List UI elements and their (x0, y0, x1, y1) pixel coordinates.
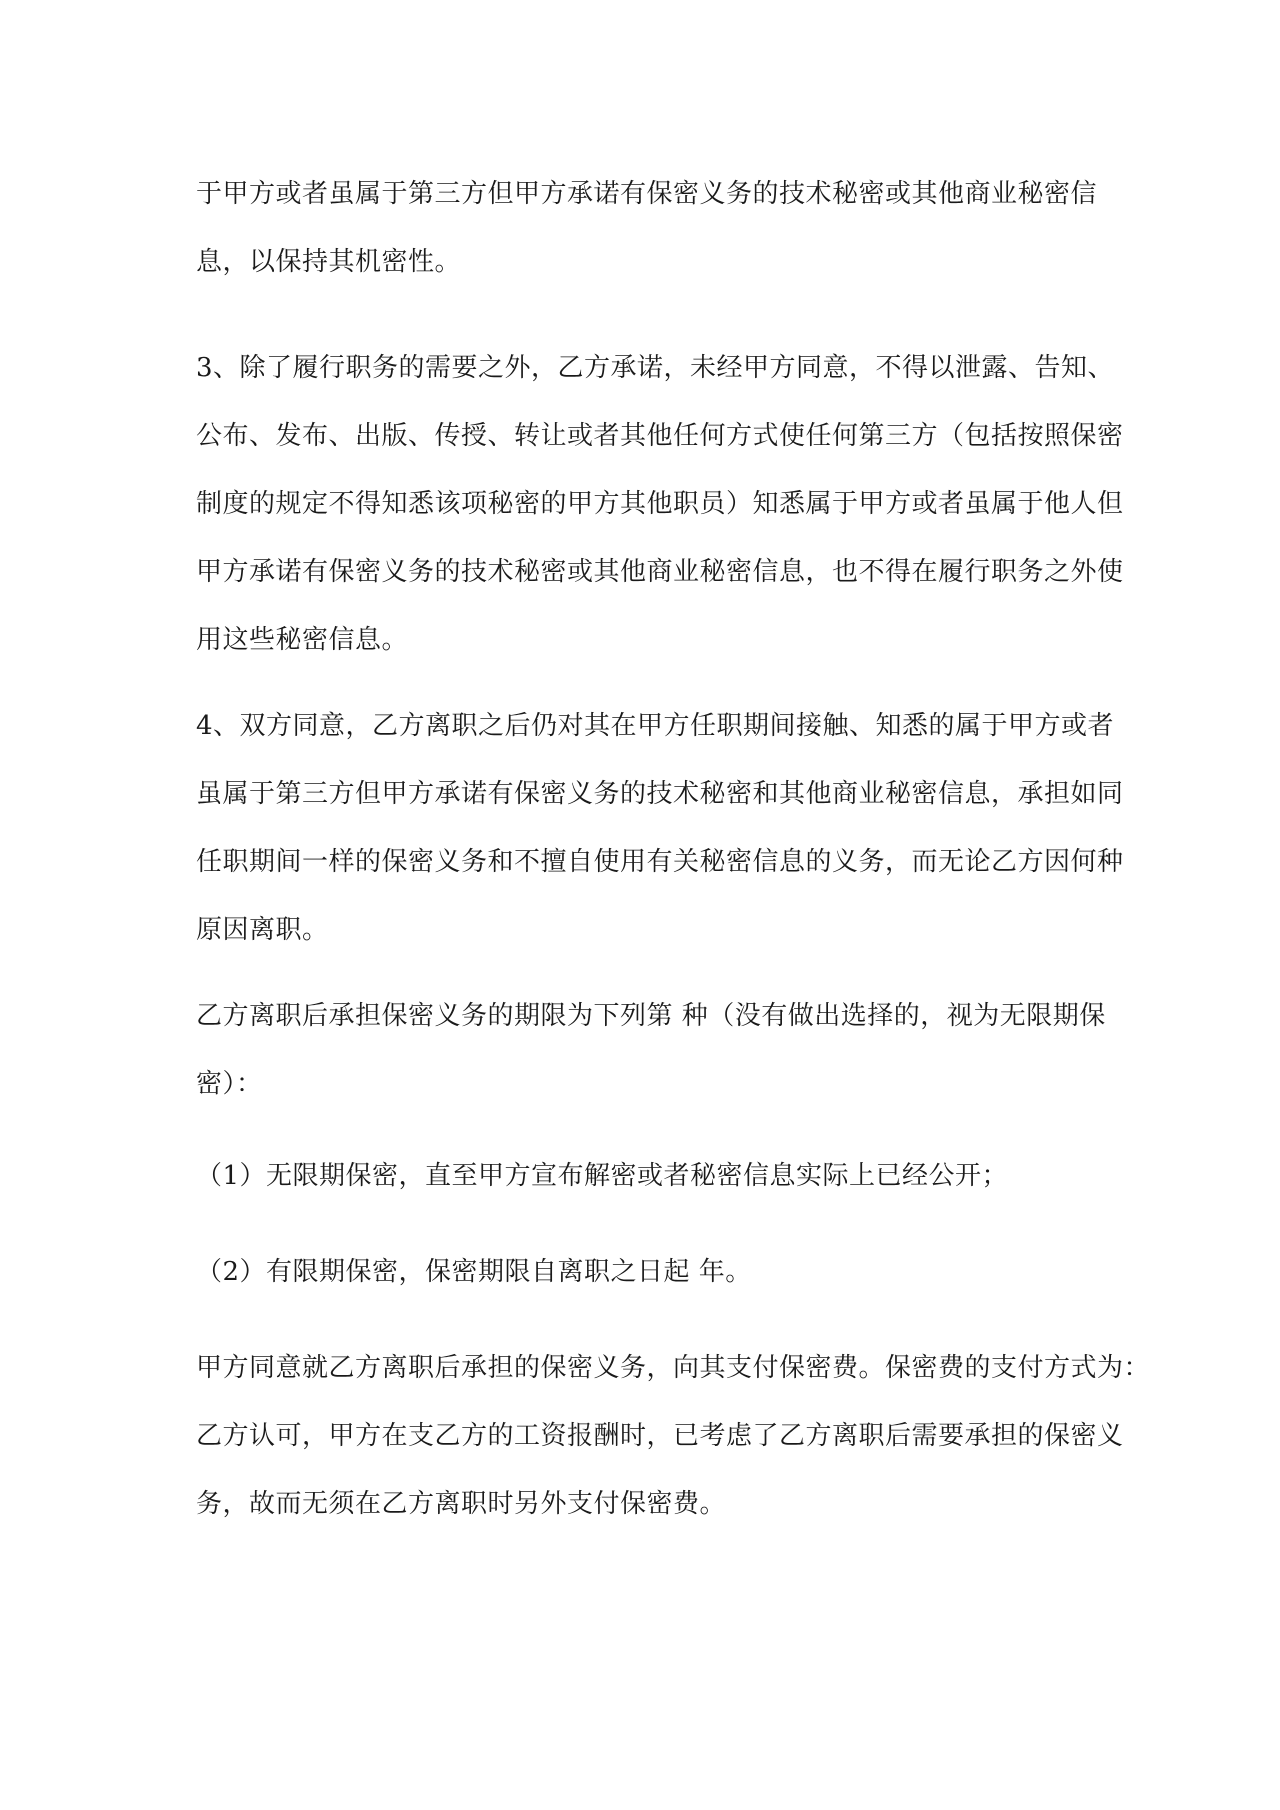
text-line: 甲方承诺有保密义务的技术秘密或其他商业秘密信息，也不得在履行职务之外使 (196, 557, 1124, 587)
paragraph-option-2 (196, 1238, 752, 1306)
text-line: 制度的规定不得知悉该项秘密的甲方其他职员）知悉属于甲方或者虽属于他人但 (196, 489, 1124, 519)
text-line: 虽属于第三方但甲方承诺有保密义务的技术秘密和其他商业秘密信息，承担如同 (196, 779, 1124, 809)
text-line: 原因离职。 (196, 915, 329, 945)
paragraph-option-1 (196, 1142, 1008, 1210)
text-line: 任职期间一样的保密义务和不擅自使用有关秘密信息的义务，而无论乙方因何种 (196, 847, 1124, 877)
paragraph-clause-4 (196, 692, 1124, 964)
text-line: 4、双方同意，乙方离职之后仍对其在甲方任职期间接触、知悉的属于甲方或者 (196, 711, 1115, 741)
text-line: 公布、发布、出版、传授、转让或者其他任何方式使任何第三方（包括按照保密 (196, 421, 1124, 451)
paragraph-clause-3 (196, 334, 1124, 674)
text-line: 息，以保持其机密性。 (196, 247, 462, 277)
paragraph-confidentiality-continuation (196, 160, 1097, 296)
text-line: 务，故而无须在乙方离职时另外支付保密费。 (196, 1489, 727, 1519)
text-line: 密）： (196, 1069, 263, 1099)
paragraph-confidentiality-fee (196, 1334, 1150, 1538)
text-line: （2）有限期保密，保密期限自离职之日起 年。 (196, 1257, 752, 1287)
text-line: 用这些秘密信息。 (196, 625, 409, 655)
text-line: （1）无限期保密，直至甲方宣布解密或者秘密信息实际上已经公开； (196, 1161, 1009, 1191)
text-line: 3、除了履行职务的需要之外，乙方承诺，未经甲方同意，不得以泄露、告知、 (196, 353, 1115, 383)
text-line: 乙方离职后承担保密义务的期限为下列第 种（没有做出选择的，视为无限期保 (196, 1001, 1106, 1031)
text-line: 于甲方或者虽属于第三方但甲方承诺有保密义务的技术秘密或其他商业秘密信 (196, 179, 1098, 209)
text-line: 乙方认可，甲方在支乙方的工资报酬时，已考虑了乙方离职后需要承担的保密义 (196, 1421, 1124, 1451)
paragraph-term-selection (196, 982, 1106, 1118)
text-line: 甲方同意就乙方离职后承担的保密义务，向其支付保密费。保密费的支付方式为： (196, 1353, 1151, 1383)
